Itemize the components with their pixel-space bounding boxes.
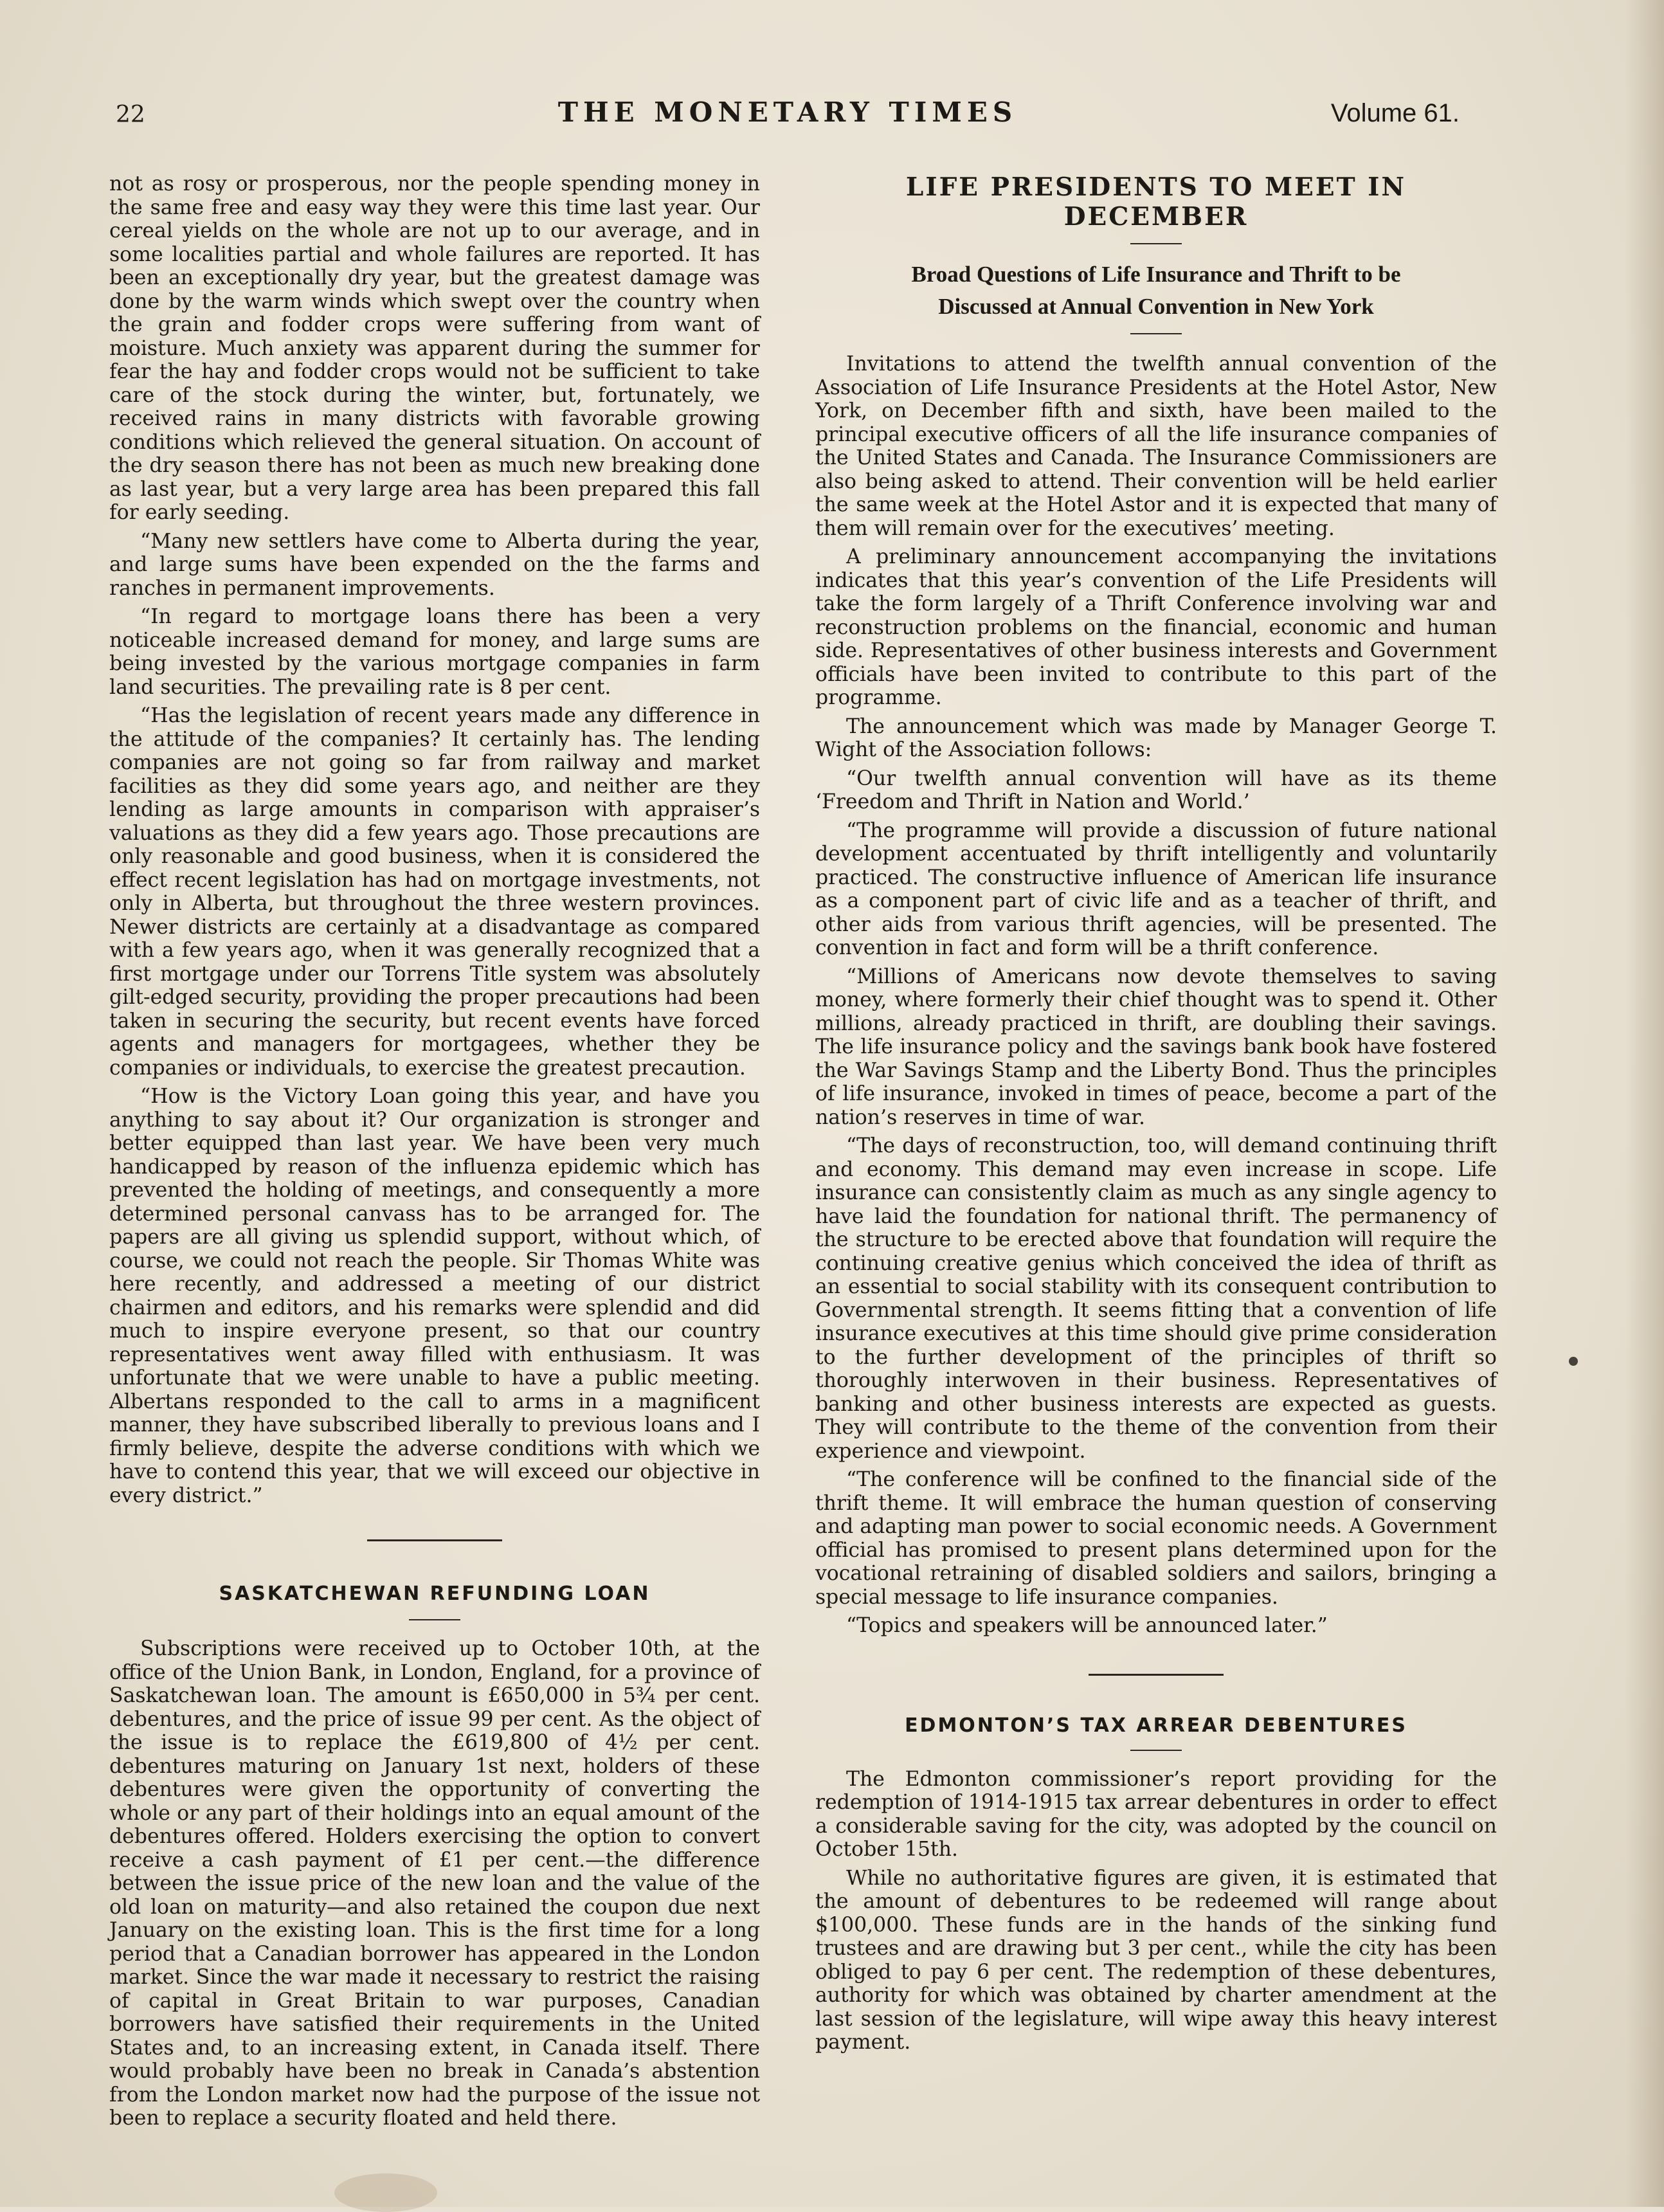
sask-paragraph: Subscriptions were received up to October 10th, at the office of the Union Bank, in London, England, for a province of Saskatchewan loan. The amount is £650,000 in 5¾ per cent. debentures, and the price of issue 99 per cent. As the object of the issue is to replace the £619,800 of 4½ per cent. debentures maturing on January 1st next, holders of these debentures were given the opportunity of converting the whole or any part of their holdings into an equal amount of the debentures offered. Holders exercising the option to convert receive a cash payment of £1 per cent.—the difference between the issue price of the new loan and the value of the old loan on maturity—and also retained the coupon due next January on the existing loan. This is the first time for a long period that a Canadian borrower has appeared in the London market. Since the war made it necessary to restrict the raising of capital in Great Britain to war purposes, Canadian borrowers have satisfied their requirements in the United States and, to an increasing extent, in Canada itself. There would probably have been no break in Canada’s abstention from the London market now had the purpose of the issue not been to replace a security floated and held there. (109, 1637, 760, 2130)
edmonton-paragraph: The Edmonton commissioner’s report providing for the redemption of 1914-1915 tax arrear debentures in order to effect a considerable saving for the city, was adopted by the council on October 15th. (815, 1767, 1497, 1861)
right-column (815, 172, 1497, 2054)
left-paragraph: “How is the Victory Loan going this year, and have you anything to say about it? Our organization is stronger and better equipped than last year. We have been very much handicapped by reason of the influenza epidemic which has prevented the holding of meetings, and consequently a more determined personal canvass has to be arranged for. The papers are all giving us splendid support, without which, of course, we could not reach the people. Sir Thomas White was here recently, and addressed a meeting of our district chairmen and editors, and his remarks were splendid and did much to inspire everyone present, so that our country representatives went away filled with enthusiasm. It was unfortunate that we were unable to have a public meeting. Albertans responded to the call to arms in a magnificent manner, they have subscribed liberally to previous loans and I firmly believe, despite the adverse conditions with which we have to contend this year, that we will exceed our objective in every district.” (109, 1085, 760, 1507)
right-paragraph: “Topics and speakers will be announced later.” (846, 1614, 1328, 1637)
left-paragraph: “Has the legislation of recent years made any difference in the attitude of the companies? It certainly has. The lending companies are not going so far from railway and market facilities as they did some years ago, and neither are they lending as large amounts in comparison with appraiser’s valuations as they did a few years ago. Those precautions are only reasonable and good business, when it is considered the effect recent legislation has had on mortgage investments, not only in Alberta, but throughout the three western provinces. Newer districts are certainly at a disadvantage as compared with a few years ago, when it was generally recognized that a first mortgage under our Torrens Title system was absolutely gilt-edged security, providing the proper precautions had been taken in securing the security, but recent events have forced agents and managers for mortgagees, whether they be companies or individuals, to exercise the greatest precaution. (109, 704, 760, 1080)
left-paragraph: not as rosy or prosperous, nor the people spending money in the same free and easy way they were this time last year. Our cereal yields on the whole are not up to our average, and in some localities partial and whole failures are reported. It has been an exceptionally dry year, but the greatest damage was done by the warm winds which swept over the country when the grain and fodder crops were suffering from want of moisture. Much anxiety was apparent during the summer for fear the hay and fodder crops would not be sufficient to take care of the stock during the winter, but, fortunately, we received rains in many districts with favorable growing conditions which relieved the general situation. On account of the dry season there has not been as much new breaking done as last year, but a very large area has been prepared this fall for early seeding. (109, 172, 760, 524)
edmonton-heading: EDMONTON’S TAX ARREAR DEBENTURES (905, 1714, 1407, 1737)
ink-dot (1569, 1357, 1578, 1366)
right-paragraph: “The programme will provide a discussion of future national development accentuated by thrift intelligently and voluntarily practiced. The constructive influence of American life insurance as a component part of civic life and as a teacher of thrift, and other aids from various thrift agencies, will be presented. The convention in fact and form will be a thrift conference. (815, 819, 1497, 959)
volume-label: Volume 61. (1330, 99, 1460, 127)
right-paragraph: “The conference will be confined to the financial side of the thrift theme. It will embrace the human question of conserving and adapting man power to social economic needs. A Government official has promised to present plans determined upon for the vocational retraining of disabled soldiers and sailors, bringing a special message to life insurance companies. (815, 1468, 1497, 1609)
article-title: LIFE PRESIDENTS TO MEET IN DECEMBER (905, 172, 1407, 231)
paper-stain (334, 2173, 437, 2212)
left-paragraph: “In regard to mortgage loans there has been a very noticeable increased demand for money, and large sums are being invested by the various mortgage companies in farm land securities. The prevailing rate is 8 per cent. (109, 605, 760, 699)
edmonton-paragraph: While no authoritative figures are given, it is estimated that the amount of debentures to be redeemed will range about $100,000. These funds are in the hands of the sinking fund trustees and are drawing but 3 per cent., while the city has been obliged to pay 6 per cent. The redemption of these debentures, authority for which was obtained by charter amendment at the last session of the legislature, will wipe away this heavy interest payment. (815, 1866, 1497, 2054)
right-paragraph: “Our twelfth annual convention will have as its theme ‘Freedom and Thrift in Nation and World.’ (815, 766, 1497, 813)
page-header (116, 96, 1460, 135)
right-paragraph: “Millions of Americans now devote themselves to saving money, where formerly their chief thought was to spend it. Other millions, already practiced in thrift, are doubling their savings. The life insurance policy and the savings bank book have fostered the War Savings Stamp and the Liberty Bond. Thus the principles of life insurance, invoked in times of peace, become a part of the nation’s reserves in time of war. (815, 965, 1497, 1129)
left-column (109, 172, 760, 2130)
article-subtitle-line-2: Discussed at Annual Convention in New York (938, 294, 1374, 319)
left-paragraph: “Many new settlers have come to Alberta during the year, and large sums have been expended on the the farms and ranches in permanent improvements. (109, 529, 760, 600)
article-subtitle-line-1: Broad Questions of Life Insurance and Thrift to be (911, 262, 1401, 287)
sask-heading: SASKATCHEWAN REFUNDING LOAN (219, 1582, 651, 1605)
right-paragraph: Invitations to attend the twelfth annual convention of the Association of Life Insurance Presidents at the Hotel Astor, New York, on December fifth and sixth, have been mailed to the principal executive officers of all the life insurance companies of the United States and Canada. The Insurance Commissioners are also being asked to attend. Their convention will be held earlier the same week at the Hotel Astor and it is expected that many of them will remain over for the executives’ meeting. (815, 352, 1497, 540)
right-paragraph: “The days of reconstruction, too, will demand continuing thrift and economy. This demand may even increase in scope. Life insurance can consistently claim as much as any single agency to have laid the foundation for national thrift. The permanency of the structure to be erected above that foundation will require the continuing creative genius which conceived the idea of thrift as an essential to social stability with its consequent contribution to Governmental strength. It seems fitting that a convention of life insurance executives at this time should give prime consideration to the further development of the principles of thrift so thoroughly interwoven in their business. Representatives of banking and other business interests are expected as guests. They will contribute to the theme of the convention from their experience and viewpoint. (815, 1134, 1497, 1463)
page-number: 22 (116, 102, 145, 128)
masthead: THE MONETARY TIMES (557, 96, 1018, 128)
right-paragraph: The announcement which was made by Manager George T. Wight of the Association follows: (815, 714, 1497, 761)
right-paragraph: A preliminary announcement accompanying the invitations indicates that this year’s convention of the Life Presidents will take the form largely of a Thrift Conference involving war and reconstruction problems on the financial, economic and human side. Representatives of other business interests and Government officials have been invited to contribute to this part of the programme. (815, 545, 1497, 709)
